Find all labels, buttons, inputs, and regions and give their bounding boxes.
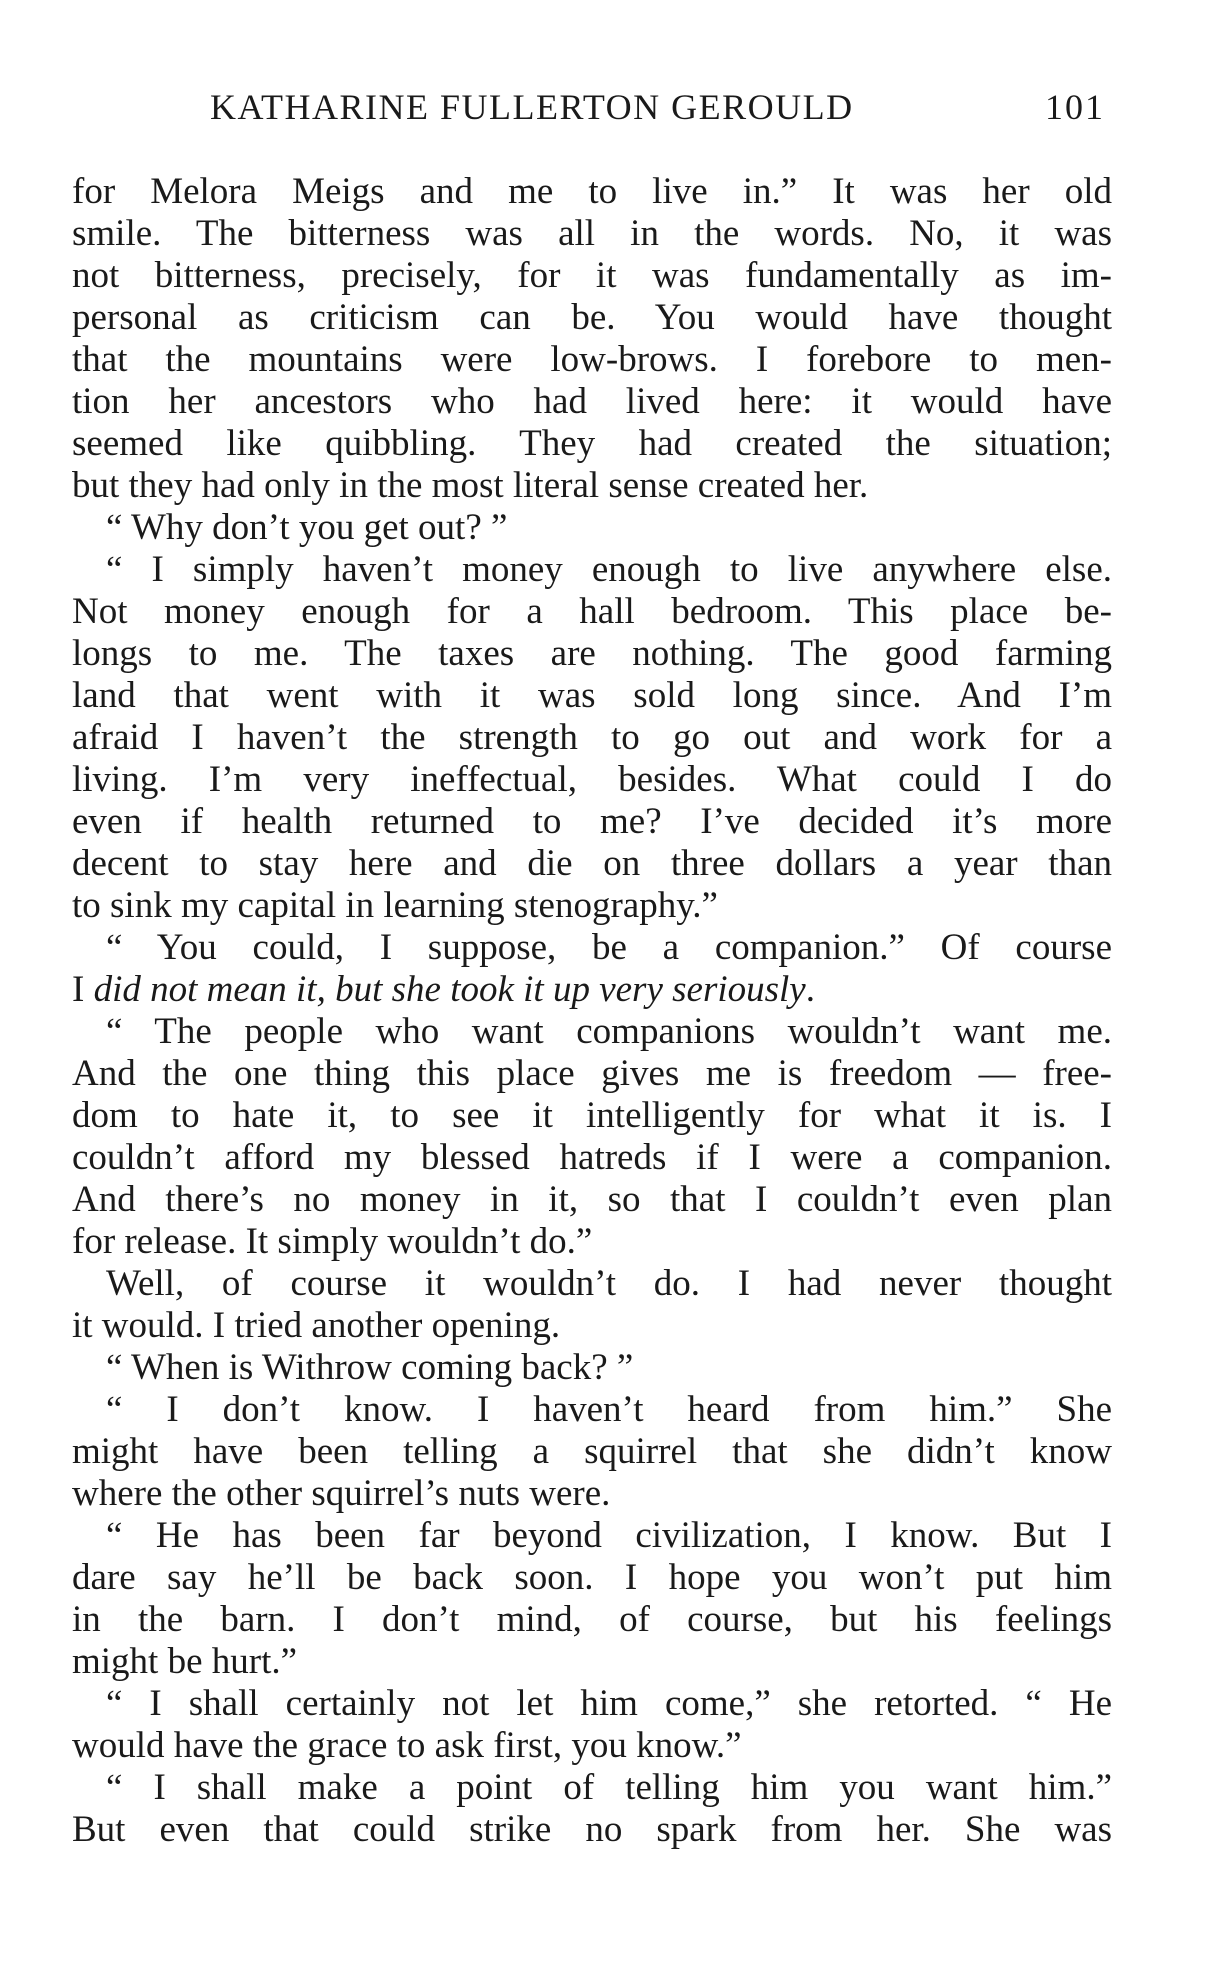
text-line: “ I simply haven’t money enough to live anywhere else.	[106, 549, 1112, 590]
text-line: for Melora Meigs and me to live in.” It was her old	[72, 171, 1112, 212]
text-line: decent to stay here and die on three dollars a year than	[72, 843, 1112, 884]
text-line: And the one thing this place gives me is freedom — free-	[72, 1053, 1112, 1094]
text-line: that the mountains were low-brows. I forebore to men-	[72, 339, 1112, 380]
text-line: dare say he’ll be back soon. I hope you won’t put him	[72, 1557, 1112, 1598]
running-head: KATHARINE FULLERTON GEROULD	[210, 87, 854, 127]
text-line: land that went with it was sold long since. And I’m	[72, 675, 1112, 716]
text-run: .	[805, 969, 815, 1010]
text-line: might be hurt.”	[72, 1641, 298, 1682]
text-line: to sink my capital in learning stenography.”	[72, 885, 718, 926]
text-line: would have the grace to ask first, you know.”	[72, 1725, 742, 1766]
body-text	[72, 171, 1112, 1851]
text-line: “ I shall make a point of telling him you want him.”	[106, 1767, 1112, 1808]
text-line: “ I shall certainly not let him come,” she retorted. “ He	[106, 1683, 1112, 1724]
text-line: dom to hate it, to see it intelligently for what it is. I	[72, 1095, 1112, 1136]
text-line: But even that could strike no spark from her. She was	[72, 1809, 1112, 1850]
text-line: not bitterness, precisely, for it was fundamentally as im-	[72, 255, 1112, 296]
text-line: “ You could, I suppose, be a companion.” Of course	[106, 927, 1112, 968]
text-line: “ I don’t know. I haven’t heard from him.” She	[106, 1389, 1112, 1430]
text-line: even if health returned to me? I’ve decided it’s more	[72, 801, 1112, 842]
text-run: I	[72, 969, 94, 1010]
text-line: it would. I tried another opening.	[72, 1305, 561, 1346]
text-line: afraid I haven’t the strength to go out and work for a	[72, 717, 1112, 758]
text-line: Well, of course it wouldn’t do. I had never thought	[106, 1263, 1112, 1304]
text-line: tion her ancestors who had lived here: it would have	[72, 381, 1112, 422]
text-line: for release. It simply wouldn’t do.”	[72, 1221, 593, 1262]
text-line-italic	[72, 969, 1112, 1011]
text-line: “ Why don’t you get out? ”	[106, 507, 508, 548]
text-line: where the other squirrel’s nuts were.	[72, 1473, 611, 1514]
text-line: seemed like quibbling. They had created the situation;	[72, 423, 1112, 464]
text-line: “ When is Withrow coming back? ”	[106, 1347, 634, 1388]
text-line: living. I’m very ineffectual, besides. What could I do	[72, 759, 1112, 800]
text-line: Not money enough for a hall bedroom. This place be-	[72, 591, 1112, 632]
text-line: personal as criticism can be. You would have thought	[72, 297, 1112, 338]
text-line: might have been telling a squirrel that she didn’t know	[72, 1431, 1112, 1472]
text-line: couldn’t afford my blessed hatreds if I were a companion.	[72, 1137, 1112, 1178]
text-line: in the barn. I don’t mind, of course, but his feelings	[72, 1599, 1112, 1640]
text-line: but they had only in the most literal sense created her.	[72, 465, 869, 506]
text-line: longs to me. The taxes are nothing. The good farming	[72, 633, 1112, 674]
text-line: And there’s no money in it, so that I couldn’t even plan	[72, 1179, 1112, 1220]
text-line: “ He has been far beyond civilization, I know. But I	[106, 1515, 1112, 1556]
text-line: smile. The bitterness was all in the words. No, it was	[72, 213, 1112, 254]
italic-run: did not mean it, but she took it up very seriously	[93, 969, 806, 1010]
text-line: “ The people who want companions wouldn’t want me.	[106, 1011, 1112, 1052]
page-number: 101	[1045, 87, 1105, 127]
